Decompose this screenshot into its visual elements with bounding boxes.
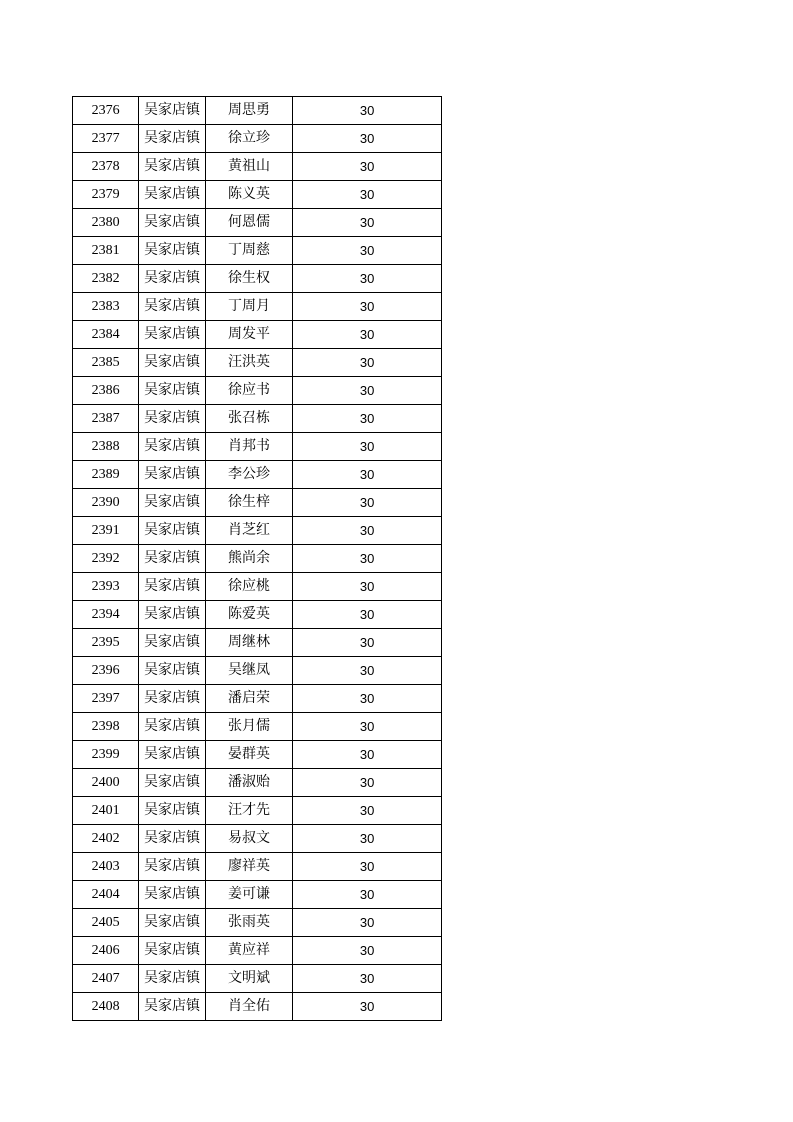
table-row (73, 461, 442, 489)
person-name-cell: 文明斌 (205, 965, 292, 993)
person-name-cell: 李公珍 (205, 461, 292, 489)
table-row (73, 965, 442, 993)
town-cell: 吴家店镇 (139, 881, 205, 909)
table-row (73, 825, 442, 853)
table-row (73, 713, 442, 741)
amount-cell: 30 (293, 377, 442, 405)
person-name-cell: 姜可谦 (205, 881, 292, 909)
row-number-cell: 2390 (73, 489, 139, 517)
person-name-cell: 张召栋 (205, 405, 292, 433)
row-number-cell: 2383 (73, 293, 139, 321)
table-row (73, 741, 442, 769)
person-name-cell: 肖全佑 (205, 993, 292, 1021)
amount-cell: 30 (293, 461, 442, 489)
table-row (73, 545, 442, 573)
amount-cell: 30 (293, 489, 442, 517)
table-row (73, 321, 442, 349)
table-row (73, 853, 442, 881)
town-cell: 吴家店镇 (139, 713, 205, 741)
person-name-cell: 易叔文 (205, 825, 292, 853)
row-number-cell: 2405 (73, 909, 139, 937)
person-name-cell: 廖祥英 (205, 853, 292, 881)
amount-cell: 30 (293, 125, 442, 153)
row-number-cell: 2380 (73, 209, 139, 237)
amount-cell: 30 (293, 909, 442, 937)
town-cell: 吴家店镇 (139, 181, 205, 209)
table-row (73, 573, 442, 601)
row-number-cell: 2389 (73, 461, 139, 489)
table-row (73, 685, 442, 713)
town-cell: 吴家店镇 (139, 825, 205, 853)
row-number-cell: 2401 (73, 797, 139, 825)
person-name-cell: 肖邦书 (205, 433, 292, 461)
table-row (73, 265, 442, 293)
town-cell: 吴家店镇 (139, 937, 205, 965)
row-number-cell: 2395 (73, 629, 139, 657)
row-number-cell: 2382 (73, 265, 139, 293)
table-row (73, 349, 442, 377)
town-cell: 吴家店镇 (139, 657, 205, 685)
person-name-cell: 张月儒 (205, 713, 292, 741)
data-table (72, 96, 442, 1021)
person-name-cell: 陈义英 (205, 181, 292, 209)
table-row (73, 433, 442, 461)
amount-cell: 30 (293, 741, 442, 769)
table-row (73, 993, 442, 1021)
person-name-cell: 何恩儒 (205, 209, 292, 237)
table-row (73, 629, 442, 657)
table-row (73, 377, 442, 405)
amount-cell: 30 (293, 573, 442, 601)
amount-cell: 30 (293, 713, 442, 741)
person-name-cell: 周思勇 (205, 97, 292, 125)
row-number-cell: 2391 (73, 517, 139, 545)
row-number-cell: 2377 (73, 125, 139, 153)
person-name-cell: 潘淑贻 (205, 769, 292, 797)
person-name-cell: 陈爱英 (205, 601, 292, 629)
table-row (73, 237, 442, 265)
table-row (73, 97, 442, 125)
table-row (73, 209, 442, 237)
row-number-cell: 2403 (73, 853, 139, 881)
town-cell: 吴家店镇 (139, 853, 205, 881)
person-name-cell: 张雨英 (205, 909, 292, 937)
amount-cell: 30 (293, 321, 442, 349)
amount-cell: 30 (293, 517, 442, 545)
row-number-cell: 2392 (73, 545, 139, 573)
amount-cell: 30 (293, 825, 442, 853)
person-name-cell: 肖芝红 (205, 517, 292, 545)
row-number-cell: 2384 (73, 321, 139, 349)
town-cell: 吴家店镇 (139, 153, 205, 181)
row-number-cell: 2406 (73, 937, 139, 965)
table-row (73, 125, 442, 153)
person-name-cell: 熊尚余 (205, 545, 292, 573)
town-cell: 吴家店镇 (139, 293, 205, 321)
table-body (73, 97, 442, 1021)
amount-cell: 30 (293, 237, 442, 265)
amount-cell: 30 (293, 153, 442, 181)
table-row (73, 489, 442, 517)
amount-cell: 30 (293, 209, 442, 237)
amount-cell: 30 (293, 881, 442, 909)
table-row (73, 405, 442, 433)
row-number-cell: 2396 (73, 657, 139, 685)
row-number-cell: 2398 (73, 713, 139, 741)
town-cell: 吴家店镇 (139, 769, 205, 797)
town-cell: 吴家店镇 (139, 125, 205, 153)
town-cell: 吴家店镇 (139, 517, 205, 545)
row-number-cell: 2393 (73, 573, 139, 601)
town-cell: 吴家店镇 (139, 405, 205, 433)
amount-cell: 30 (293, 405, 442, 433)
person-name-cell: 晏群英 (205, 741, 292, 769)
town-cell: 吴家店镇 (139, 965, 205, 993)
table-row (73, 517, 442, 545)
row-number-cell: 2379 (73, 181, 139, 209)
town-cell: 吴家店镇 (139, 97, 205, 125)
row-number-cell: 2408 (73, 993, 139, 1021)
amount-cell: 30 (293, 657, 442, 685)
person-name-cell: 徐生权 (205, 265, 292, 293)
amount-cell: 30 (293, 433, 442, 461)
amount-cell: 30 (293, 685, 442, 713)
town-cell: 吴家店镇 (139, 909, 205, 937)
town-cell: 吴家店镇 (139, 993, 205, 1021)
town-cell: 吴家店镇 (139, 321, 205, 349)
amount-cell: 30 (293, 769, 442, 797)
person-name-cell: 丁周月 (205, 293, 292, 321)
town-cell: 吴家店镇 (139, 265, 205, 293)
row-number-cell: 2387 (73, 405, 139, 433)
table-row (73, 881, 442, 909)
town-cell: 吴家店镇 (139, 433, 205, 461)
town-cell: 吴家店镇 (139, 489, 205, 517)
person-name-cell: 潘启荣 (205, 685, 292, 713)
town-cell: 吴家店镇 (139, 797, 205, 825)
amount-cell: 30 (293, 965, 442, 993)
person-name-cell: 汪才先 (205, 797, 292, 825)
row-number-cell: 2399 (73, 741, 139, 769)
table-row (73, 797, 442, 825)
town-cell: 吴家店镇 (139, 209, 205, 237)
amount-cell: 30 (293, 629, 442, 657)
amount-cell: 30 (293, 797, 442, 825)
town-cell: 吴家店镇 (139, 545, 205, 573)
row-number-cell: 2397 (73, 685, 139, 713)
row-number-cell: 2402 (73, 825, 139, 853)
amount-cell: 30 (293, 601, 442, 629)
table-row (73, 293, 442, 321)
row-number-cell: 2394 (73, 601, 139, 629)
row-number-cell: 2388 (73, 433, 139, 461)
town-cell: 吴家店镇 (139, 377, 205, 405)
amount-cell: 30 (293, 293, 442, 321)
row-number-cell: 2381 (73, 237, 139, 265)
person-name-cell: 丁周慈 (205, 237, 292, 265)
amount-cell: 30 (293, 993, 442, 1021)
person-name-cell: 吴继凤 (205, 657, 292, 685)
person-name-cell: 徐应桃 (205, 573, 292, 601)
row-number-cell: 2385 (73, 349, 139, 377)
town-cell: 吴家店镇 (139, 685, 205, 713)
amount-cell: 30 (293, 181, 442, 209)
row-number-cell: 2378 (73, 153, 139, 181)
town-cell: 吴家店镇 (139, 237, 205, 265)
person-name-cell: 黄祖山 (205, 153, 292, 181)
row-number-cell: 2376 (73, 97, 139, 125)
row-number-cell: 2404 (73, 881, 139, 909)
table-row (73, 769, 442, 797)
town-cell: 吴家店镇 (139, 461, 205, 489)
town-cell: 吴家店镇 (139, 349, 205, 377)
row-number-cell: 2407 (73, 965, 139, 993)
table-row (73, 657, 442, 685)
person-name-cell: 黄应祥 (205, 937, 292, 965)
table-row (73, 153, 442, 181)
town-cell: 吴家店镇 (139, 573, 205, 601)
amount-cell: 30 (293, 349, 442, 377)
amount-cell: 30 (293, 97, 442, 125)
amount-cell: 30 (293, 937, 442, 965)
table-row (73, 909, 442, 937)
amount-cell: 30 (293, 545, 442, 573)
row-number-cell: 2400 (73, 769, 139, 797)
table-row (73, 937, 442, 965)
person-name-cell: 徐生梓 (205, 489, 292, 517)
town-cell: 吴家店镇 (139, 741, 205, 769)
table-row (73, 181, 442, 209)
table-row (73, 601, 442, 629)
town-cell: 吴家店镇 (139, 601, 205, 629)
person-name-cell: 周发平 (205, 321, 292, 349)
amount-cell: 30 (293, 265, 442, 293)
row-number-cell: 2386 (73, 377, 139, 405)
person-name-cell: 汪洪英 (205, 349, 292, 377)
person-name-cell: 徐应书 (205, 377, 292, 405)
person-name-cell: 周继林 (205, 629, 292, 657)
town-cell: 吴家店镇 (139, 629, 205, 657)
person-name-cell: 徐立珍 (205, 125, 292, 153)
amount-cell: 30 (293, 853, 442, 881)
